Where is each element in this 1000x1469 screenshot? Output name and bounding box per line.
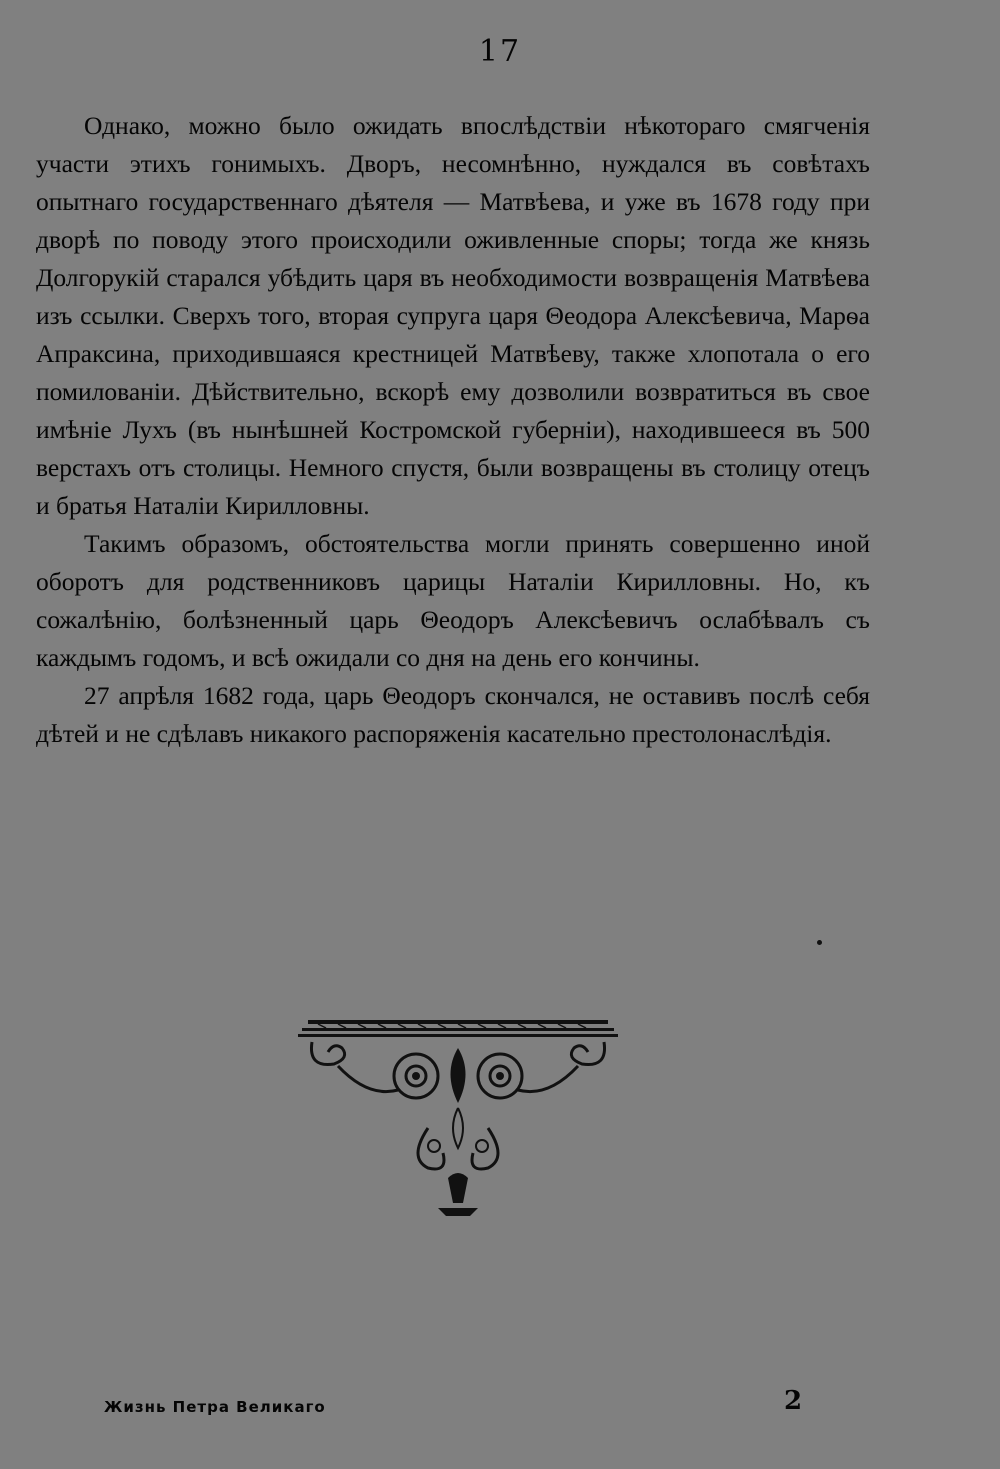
footer-book-title: Жизнь Петра Великаго	[104, 1398, 326, 1416]
body-text	[36, 107, 870, 753]
ink-dot	[817, 940, 822, 945]
ornamental-vignette-icon	[298, 1018, 618, 1218]
signature-mark: 2	[784, 1386, 803, 1416]
paragraph: Однако, можно было ожидать впослѣдствіи нѣкотораго смягченія участи этихъ гонимыхъ. Дворъ, несомнѣнно, нуждался въ совѣтахъ опытнаго государственнаго дѣятеля — Матвѣева, и уже въ 1678 году при дворѣ по поводу этого происходили оживленные споры; тогда же князь Долгорукій старался убѣдить царя въ необходимости возвращенія Матвѣева изъ ссылки. Сверхъ того, вторая супруга царя Θеодора Алексѣевича, Марѳа Апраксина, приходившаяся крестницей Матвѣеву, также хлопотала о его помилованіи. Дѣйствительно, вскорѣ ему дозволили возвратиться въ свое имѣніе Лухъ (въ нынѣшней Костромской губерніи), находившееся въ 500 верстахъ отъ столицы. Немного спустя, были возвращены въ столицу отецъ и братья Наталіи Кирилловны.	[36, 111, 870, 520]
page-number: 17	[478, 34, 522, 69]
paragraph: 27 апрѣля 1682 года, царь Θеодоръ скончался, не оставивъ послѣ себя дѣтей и не сдѣлавъ никакого распоряженія касательно престолонаслѣдія.	[36, 681, 870, 748]
paragraph: Такимъ образомъ, обстоятельства могли принять совершенно иной оборотъ для родственниковъ царицы Наталіи Кирилловны. Но, къ сожалѣнію, болѣзненный царь Θеодоръ Алексѣевичъ ослабѣвалъ съ каждымъ годомъ, и всѣ ожидали со дня на день его кончины.	[36, 529, 870, 672]
